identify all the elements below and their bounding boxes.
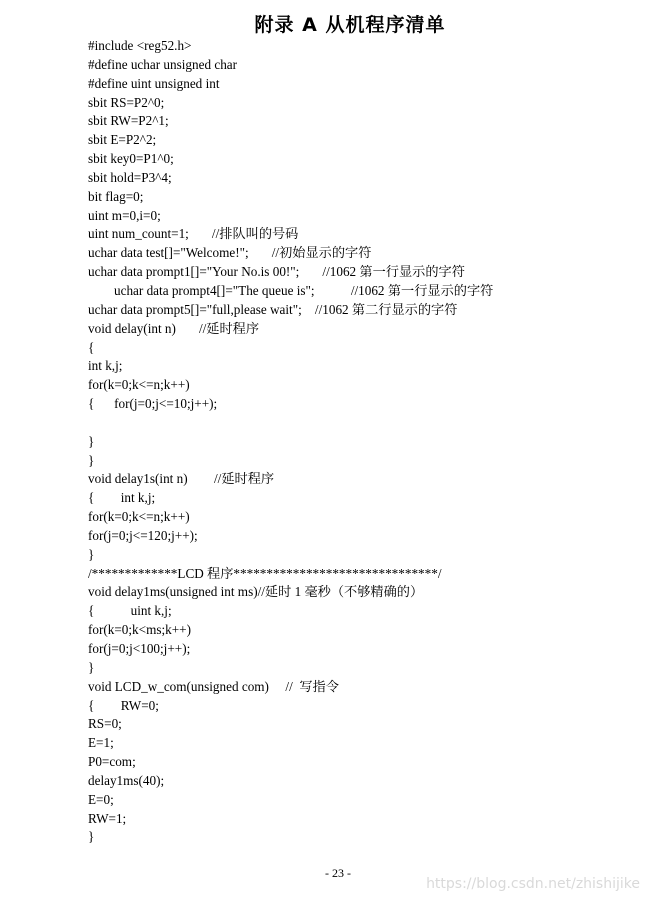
- code-line: E=0;: [88, 791, 114, 807]
- code-line: void delay(int n) //延时程序: [88, 320, 260, 336]
- code-line: for(k=0;k<=n;k++): [88, 377, 190, 393]
- code-line: bit flag=0;: [88, 188, 144, 204]
- code-line: int k,j;: [88, 358, 123, 374]
- code-line: void delay1ms(unsigned int ms)//延时 1 毫秒（不够精确的）: [88, 584, 424, 600]
- code-line: P0=com;: [88, 754, 136, 770]
- code-line: [88, 414, 628, 433]
- code-line: }: [88, 546, 95, 562]
- code-line: uchar data prompt1[]="Your No.is 00!"; //1062 第一行显示的字符: [88, 264, 465, 280]
- code-line: for(k=0;k<ms;k++): [88, 622, 192, 638]
- code-line: for(j=0;j<100;j++);: [88, 641, 191, 656]
- code-line: { RW=0;: [88, 697, 159, 713]
- code-line: sbit E=P2^2;: [88, 132, 157, 148]
- code-line: { int k,j;: [88, 490, 156, 506]
- code-line: uchar data prompt4[]="The queue is"; //1062 第一行显示的字符: [114, 282, 494, 298]
- code-line: RS=0;: [88, 716, 122, 732]
- code-line: for(k=0;k<=n;k++): [88, 509, 190, 525]
- code-line: }: [88, 452, 95, 468]
- code-line: sbit hold=P3^4;: [88, 169, 172, 185]
- code-line: #define uchar unsigned char: [88, 56, 238, 72]
- code-line: sbit RS=P2^0;: [88, 94, 165, 110]
- code-line: }: [88, 433, 95, 449]
- code-line: for(j=0;j<=120;j++);: [88, 527, 198, 543]
- code-line: }: [88, 829, 95, 845]
- code-line: { for(j=0;j<=10;j++);: [88, 396, 218, 412]
- code-line: uint num_count=1; //排队叫的号码: [88, 226, 299, 242]
- code-line: uchar data prompt5[]="full,please wait"; //1062 第二行显示的字符: [88, 301, 458, 317]
- page-title: 附录 A 从机程序清单: [254, 14, 446, 36]
- code-line: #include <reg52.h>: [88, 38, 192, 53]
- code-line: void delay1s(int n) //延时程序: [88, 471, 275, 487]
- code-line: delay1ms(40);: [88, 772, 165, 788]
- code-line: sbit key0=P1^0;: [88, 151, 174, 167]
- code-line: void LCD_w_com(unsigned com) // 写指令: [88, 678, 339, 694]
- code-line: sbit RW=P2^1;: [88, 113, 169, 129]
- page-number: - 23 -: [325, 866, 351, 880]
- code-listing: [88, 37, 628, 847]
- code-line: {: [88, 339, 95, 355]
- watermark-url: https://blog.csdn.net/zhishijike: [426, 876, 640, 892]
- code-line: RW=1;: [88, 810, 127, 826]
- code-line: }: [88, 659, 95, 675]
- code-line: /*************LCD 程序*******************************/: [88, 565, 442, 581]
- code-line: #define uint unsigned int: [88, 75, 220, 91]
- code-line: uint m=0,i=0;: [88, 207, 161, 223]
- code-line: { uint k,j;: [88, 603, 172, 619]
- code-line: E=1;: [88, 735, 114, 751]
- code-line: uchar data test[]="Welcome!"; //初始显示的字符: [88, 245, 372, 261]
